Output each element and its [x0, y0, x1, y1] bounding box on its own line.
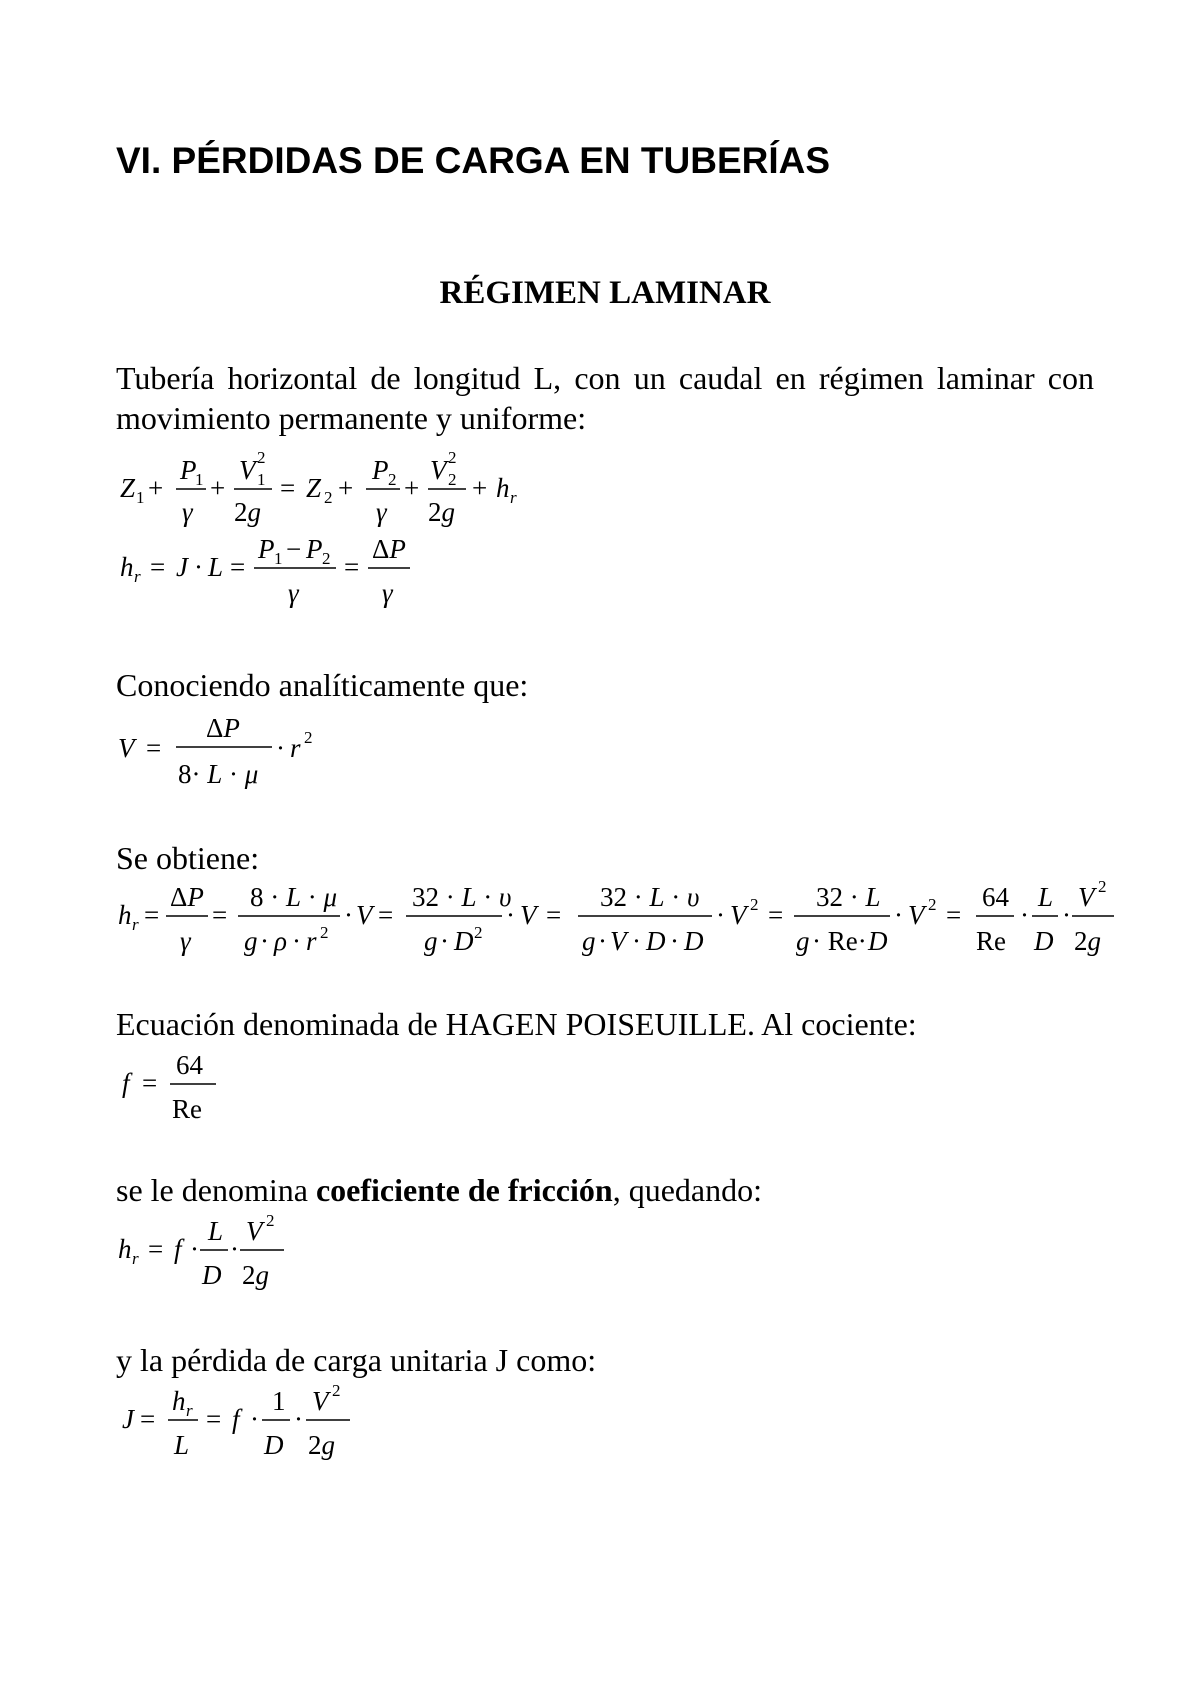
svg-text:·: ·: [260, 926, 269, 956]
svg-text:32 · L · υ: 32 · L · υ: [600, 882, 700, 912]
section-title: RÉGIMEN LAMINAR: [439, 275, 771, 311]
svg-text:=: =: [148, 1234, 164, 1264]
svg-text:8· L · μ: 8· L · μ: [178, 759, 259, 789]
svg-text:+: +: [338, 473, 354, 503]
svg-text:V: V: [246, 1216, 263, 1246]
svg-text:D: D: [1034, 926, 1054, 956]
svg-text:L: L: [208, 1216, 224, 1246]
svg-text:=: =: [768, 900, 784, 930]
svg-text:1: 1: [272, 1386, 286, 1416]
friction-term: coeficiente de fricción: [315, 1172, 613, 1208]
svg-text:·: ·: [506, 900, 515, 930]
svg-text:·: ·: [190, 1234, 199, 1264]
unit-loss-paragraph: y la pérdida de carga unitaria J como:: [116, 1342, 597, 1378]
svg-text:=: =: [142, 1068, 158, 1098]
svg-text:J: J: [176, 552, 188, 582]
svg-text:r: r: [510, 488, 517, 507]
svg-text:−: −: [286, 534, 302, 564]
svg-text:+: +: [404, 473, 420, 503]
friction-text-after: , quedando:: [612, 1172, 762, 1208]
svg-text:2g: 2g: [234, 497, 261, 527]
svg-text:2: 2: [474, 923, 483, 942]
svg-text:1: 1: [257, 470, 266, 489]
svg-text:·: ·: [598, 926, 607, 956]
svg-text:2: 2: [332, 1381, 341, 1400]
svg-text:D: D: [868, 926, 888, 956]
svg-text:Re: Re: [976, 926, 1006, 956]
svg-text:·: ·: [294, 1404, 303, 1434]
intro-paragraph: Tubería horizontal de longitud L, con un caudal en régimen laminar con movimiento permanente y uniforme:: [116, 360, 1094, 436]
svg-text:=: =: [344, 552, 360, 582]
chapter-title: VI. PÉRDIDAS DE CARGA EN TUBERÍAS: [116, 140, 831, 181]
friction-factor-equation: [110, 1044, 230, 1129]
svg-text:=: =: [378, 900, 394, 930]
svg-text:·: ·: [230, 1234, 239, 1264]
svg-text:r: r: [306, 926, 317, 956]
svg-text:2: 2: [304, 728, 313, 747]
svg-text:V: V: [1078, 882, 1095, 912]
svg-text:D: D: [684, 926, 704, 956]
svg-text:h: h: [118, 1234, 132, 1264]
svg-text:L: L: [174, 1430, 190, 1460]
svg-text:h: h: [120, 552, 134, 582]
svg-text:·: ·: [250, 1404, 259, 1434]
svg-text:·: ·: [194, 552, 203, 582]
svg-text:·: ·: [894, 900, 903, 930]
svg-text:2g: 2g: [1074, 926, 1101, 956]
svg-text:P: P: [180, 455, 197, 485]
svg-text:P: P: [372, 455, 389, 485]
friction-paragraph: [116, 1170, 1094, 1210]
svg-text:=: =: [946, 900, 962, 930]
svg-text:=: =: [546, 900, 562, 930]
svg-text:ΔP: ΔP: [372, 534, 406, 564]
svg-text:2: 2: [257, 448, 266, 467]
svg-text:r: r: [134, 567, 141, 586]
hagen-poiseuille-equation: [110, 878, 1120, 958]
svg-text:γ: γ: [376, 497, 387, 527]
svg-text:2: 2: [266, 1211, 275, 1230]
svg-text:·: ·: [1020, 900, 1029, 930]
svg-text:=: =: [146, 733, 162, 763]
svg-text:h: h: [172, 1386, 186, 1416]
svg-text:V: V: [118, 733, 135, 763]
svg-text:64: 64: [176, 1050, 203, 1080]
hagen-paragraph: Ecuación denominada de HAGEN POISEUILLE. Al cociente:: [116, 1006, 917, 1042]
darcy-equation: [110, 1210, 330, 1295]
svg-text:L: L: [1038, 882, 1054, 912]
svg-text:2: 2: [750, 895, 759, 914]
svg-text:2: 2: [448, 470, 457, 489]
svg-text:D: D: [646, 926, 666, 956]
svg-text:8 · L · μ: 8 · L · μ: [250, 882, 338, 912]
knowing-paragraph: Conociendo analíticamente que:: [116, 667, 529, 703]
svg-text:=: =: [206, 1404, 222, 1434]
svg-text:V: V: [730, 900, 747, 930]
obtains-paragraph: Se obtiene:: [116, 840, 260, 876]
svg-text:+: +: [472, 473, 488, 503]
velocity-equation: [110, 705, 350, 790]
svg-text:2: 2: [322, 549, 331, 568]
svg-text:·: ·: [292, 926, 301, 956]
svg-text:D: D: [264, 1430, 284, 1460]
svg-text:2: 2: [320, 923, 329, 942]
svg-text:2g: 2g: [308, 1430, 335, 1460]
svg-text:=: =: [212, 900, 228, 930]
svg-text:ΔP: ΔP: [170, 882, 204, 912]
svg-text:2: 2: [388, 470, 397, 489]
svg-text:1: 1: [136, 488, 145, 507]
svg-text:Z: Z: [120, 473, 136, 503]
svg-text:2: 2: [324, 488, 333, 507]
svg-text:L: L: [208, 552, 224, 582]
svg-text:=: =: [230, 552, 246, 582]
svg-text:P: P: [258, 534, 275, 564]
svg-text:V: V: [430, 455, 447, 485]
bernoulli-equation: [110, 445, 550, 535]
svg-text:g: g: [424, 926, 438, 956]
svg-text:f: f: [174, 1234, 182, 1264]
svg-text:f: f: [122, 1068, 130, 1098]
svg-text:·: ·: [632, 926, 641, 956]
svg-text:γ: γ: [382, 578, 393, 608]
svg-text:h: h: [496, 473, 510, 503]
svg-text:J: J: [122, 1404, 134, 1434]
svg-text:+: +: [210, 473, 226, 503]
svg-text:=: =: [144, 900, 160, 930]
svg-text:32 · L · υ: 32 · L · υ: [412, 882, 512, 912]
svg-text:·: ·: [716, 900, 725, 930]
svg-text:D: D: [454, 926, 474, 956]
svg-text:V: V: [239, 455, 256, 485]
svg-text:64: 64: [982, 882, 1009, 912]
friction-text-before: se le denomina: [116, 1172, 316, 1208]
svg-text:g: g: [244, 926, 258, 956]
svg-text:V: V: [520, 900, 537, 930]
svg-text:V: V: [312, 1386, 329, 1416]
svg-text:·: ·: [440, 926, 449, 956]
svg-text:2: 2: [928, 895, 937, 914]
svg-text:·: ·: [276, 733, 285, 763]
svg-text:1: 1: [274, 549, 283, 568]
svg-text:V: V: [610, 926, 627, 956]
svg-text:f: f: [232, 1404, 240, 1434]
svg-text:V: V: [908, 900, 925, 930]
svg-text:=: =: [140, 1404, 156, 1434]
svg-text:·: ·: [670, 926, 679, 956]
svg-text:r: r: [132, 915, 139, 934]
svg-text:Re: Re: [172, 1094, 202, 1124]
svg-text:=: =: [150, 552, 166, 582]
svg-text:r: r: [132, 1249, 139, 1268]
svg-text:V: V: [356, 900, 373, 930]
unit-head-loss-equation: [110, 1380, 380, 1465]
svg-text:γ: γ: [182, 497, 193, 527]
head-loss-equation: [110, 530, 450, 615]
svg-text:ρ: ρ: [274, 926, 287, 956]
svg-text:· Re·: · Re·: [812, 926, 867, 956]
svg-text:g: g: [796, 926, 810, 956]
svg-text:2g: 2g: [428, 497, 455, 527]
svg-text:2: 2: [1098, 877, 1107, 896]
svg-text:D: D: [202, 1260, 222, 1290]
svg-text:·: ·: [1062, 900, 1071, 930]
svg-text:g: g: [582, 926, 596, 956]
svg-text:γ: γ: [288, 578, 299, 608]
svg-text:=: =: [280, 473, 296, 503]
svg-text:P: P: [306, 534, 323, 564]
svg-text:r: r: [290, 733, 301, 763]
svg-text:ΔP: ΔP: [206, 713, 240, 743]
svg-text:1: 1: [195, 470, 204, 489]
svg-text:γ: γ: [180, 926, 191, 956]
svg-text:2g: 2g: [242, 1260, 269, 1290]
svg-text:·: ·: [344, 900, 353, 930]
svg-text:Z: Z: [306, 473, 322, 503]
svg-text:h: h: [118, 900, 132, 930]
svg-text:r: r: [186, 1401, 193, 1420]
svg-text:+: +: [148, 473, 164, 503]
svg-text:2: 2: [448, 448, 457, 467]
svg-text:32 · L: 32 · L: [816, 882, 881, 912]
